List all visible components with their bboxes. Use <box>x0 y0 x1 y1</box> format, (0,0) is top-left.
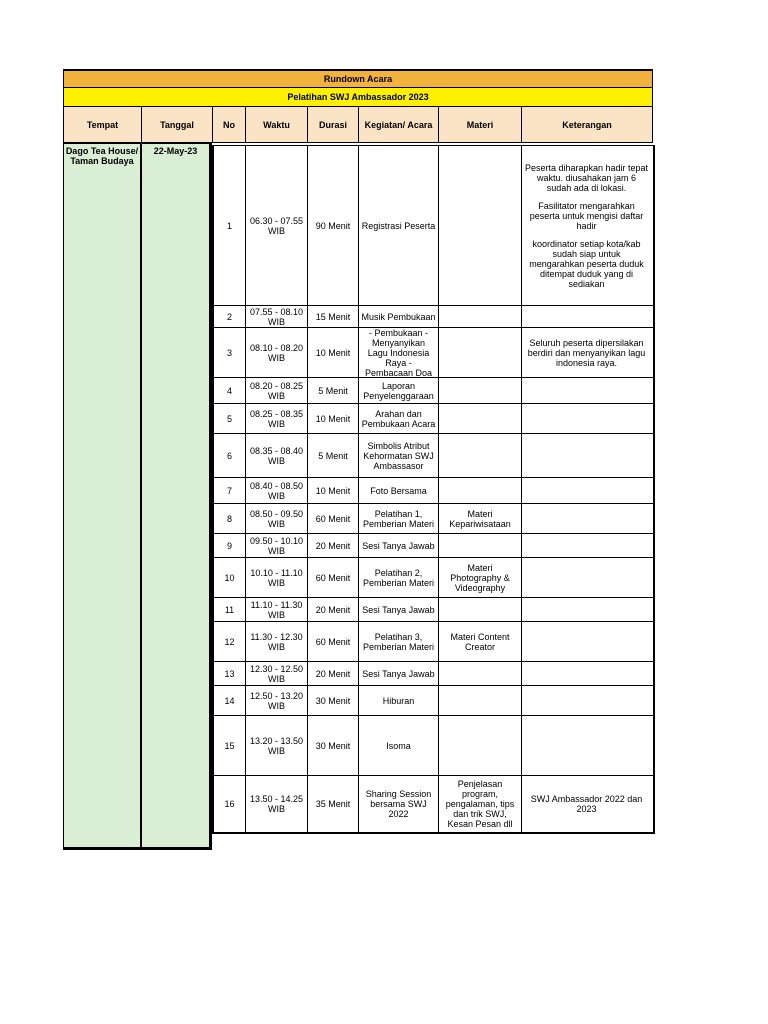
row-durasi: 10 Menit <box>307 328 358 377</box>
row-no: 10 <box>212 558 245 597</box>
row-kegiatan: - Pembukaan - Menyanyikan Lagu Indonesia Raya - Pembacaan Doa <box>358 328 438 377</box>
header-tanggal: Tanggal <box>142 107 213 142</box>
table-row <box>212 598 653 622</box>
row-materi <box>438 378 521 403</box>
row-kegiatan: Pelatihan 3, Pemberian Materi <box>358 622 438 661</box>
row-durasi: 30 Menit <box>307 686 358 715</box>
header-row <box>63 106 653 143</box>
row-materi <box>438 404 521 433</box>
row-kegiatan: Simbolis Atribut Kehormatan SWJ Ambassasor <box>358 434 438 477</box>
row-waktu: 07.55 - 08.10 WIB <box>245 306 307 327</box>
row-materi <box>438 716 521 775</box>
table-row <box>212 146 653 306</box>
row-materi <box>438 478 521 503</box>
table-row <box>212 306 653 328</box>
row-keterangan <box>521 686 651 715</box>
row-no: 8 <box>212 504 245 533</box>
row-waktu: 09.50 - 10.10 WIB <box>245 534 307 557</box>
row-waktu: 08.10 - 08.20 WIB <box>245 328 307 377</box>
row-durasi: 60 Menit <box>307 504 358 533</box>
row-keterangan <box>521 504 651 533</box>
row-keterangan <box>521 378 651 403</box>
tempat-cell: Dago Tea House/ Taman Budaya <box>63 143 141 850</box>
sheet-title: Rundown Acara <box>63 69 653 87</box>
row-keterangan <box>521 434 651 477</box>
row-durasi: 10 Menit <box>307 478 358 503</box>
row-materi <box>438 306 521 327</box>
row-materi <box>438 686 521 715</box>
row-no: 12 <box>212 622 245 661</box>
row-waktu: 06.30 - 07.55 WIB <box>245 146 307 305</box>
row-kegiatan: Pelatihan 2, Pemberian Materi <box>358 558 438 597</box>
row-kegiatan: Sesi Tanya Jawab <box>358 534 438 557</box>
header-tempat: Tempat <box>64 107 142 142</box>
table-row <box>212 434 653 478</box>
table-row <box>212 404 653 434</box>
row-waktu: 10.10 - 11.10 WIB <box>245 558 307 597</box>
row-keterangan <box>521 598 651 621</box>
row-materi <box>438 434 521 477</box>
keterangan-line: Seluruh peserta dipersilakan berdiri dan menyanyikan lagu indonesia raya. <box>527 337 646 368</box>
row-keterangan <box>521 716 651 775</box>
row-keterangan <box>521 328 651 377</box>
table-row <box>212 328 653 378</box>
row-keterangan <box>521 622 651 661</box>
header-kegiatan: Kegiatan/ Acara <box>359 107 439 142</box>
row-durasi: 60 Menit <box>307 622 358 661</box>
row-durasi: 60 Menit <box>307 558 358 597</box>
table-row <box>212 478 653 504</box>
row-durasi: 15 Menit <box>307 306 358 327</box>
row-durasi: 90 Menit <box>307 146 358 305</box>
table-row <box>212 776 653 834</box>
header-durasi: Durasi <box>308 107 359 142</box>
row-materi <box>438 534 521 557</box>
row-keterangan <box>521 478 651 503</box>
row-materi <box>438 146 521 305</box>
row-no: 2 <box>212 306 245 327</box>
row-materi: Materi Kepariwisataan <box>438 504 521 533</box>
row-no: 3 <box>212 328 245 377</box>
sheet-subtitle: Pelatihan SWJ Ambassador 2023 <box>63 87 653 106</box>
row-durasi: 5 Menit <box>307 434 358 477</box>
row-kegiatan: Isoma <box>358 716 438 775</box>
table-body <box>63 143 653 854</box>
row-kegiatan: Laporan Penyelenggaraan <box>358 378 438 403</box>
row-no: 4 <box>212 378 245 403</box>
row-no: 9 <box>212 534 245 557</box>
row-waktu: 11.30 - 12.30 WIB <box>245 622 307 661</box>
row-waktu: 08.25 - 08.35 WIB <box>245 404 307 433</box>
row-no: 5 <box>212 404 245 433</box>
row-kegiatan: Musik Pembukaan <box>358 306 438 327</box>
row-kegiatan: Hiburan <box>358 686 438 715</box>
row-waktu: 12.30 - 12.50 WIB <box>245 662 307 685</box>
table-row <box>212 558 653 598</box>
row-materi: Materi Photography & Videography <box>438 558 521 597</box>
row-no: 16 <box>212 776 245 832</box>
row-waktu: 08.40 - 08.50 WIB <box>245 478 307 503</box>
table-row <box>212 662 653 686</box>
row-keterangan <box>521 404 651 433</box>
row-kegiatan: Sharing Session bersama SWJ 2022 <box>358 776 438 832</box>
row-waktu: 13.20 - 13.50 WIB <box>245 716 307 775</box>
rundown-sheet <box>63 69 653 854</box>
tanggal-cell: 22-May-23 <box>141 143 212 850</box>
row-materi <box>438 598 521 621</box>
header-no: No <box>213 107 246 142</box>
row-durasi: 35 Menit <box>307 776 358 832</box>
row-kegiatan: Registrasi Peserta <box>358 146 438 305</box>
row-no: 15 <box>212 716 245 775</box>
table-row <box>212 534 653 558</box>
row-kegiatan: Sesi Tanya Jawab <box>358 598 438 621</box>
row-waktu: 12.50 - 13.20 WIB <box>245 686 307 715</box>
row-materi: Penjelasan program, pengalaman, tips dan trik SWJ, Kesan Pesan dll <box>438 776 521 832</box>
row-no: 13 <box>212 662 245 685</box>
table-row <box>212 622 653 662</box>
keterangan-line: koordinator setiap kota/kab sudah siap untuk mengarahkan peserta duduk ditempat duduk yang di sediakan <box>529 238 644 289</box>
row-kegiatan: Arahan dan Pembukaan Acara <box>358 404 438 433</box>
table-row <box>212 378 653 404</box>
row-durasi: 30 Menit <box>307 716 358 775</box>
table-row <box>212 686 653 716</box>
row-waktu: 08.20 - 08.25 WIB <box>245 378 307 403</box>
row-waktu: 13.50 - 14.25 WIB <box>245 776 307 832</box>
row-durasi: 20 Menit <box>307 598 358 621</box>
row-keterangan <box>521 776 651 832</box>
schedule-grid <box>212 145 655 834</box>
row-materi: Materi Content Creator <box>438 622 521 661</box>
row-keterangan <box>521 146 651 305</box>
table-row <box>212 716 653 776</box>
keterangan-line: Peserta diharapkan hadir tepat waktu. diusahakan jam 6 sudah ada di lokasi. <box>524 162 649 193</box>
row-no: 1 <box>212 146 245 305</box>
row-no: 11 <box>212 598 245 621</box>
row-keterangan <box>521 306 651 327</box>
row-waktu: 08.35 - 08.40 WIB <box>245 434 307 477</box>
row-durasi: 20 Menit <box>307 534 358 557</box>
row-keterangan <box>521 558 651 597</box>
header-waktu: Waktu <box>246 107 308 142</box>
row-durasi: 5 Menit <box>307 378 358 403</box>
row-materi <box>438 328 521 377</box>
row-waktu: 08.50 - 09.50 WIB <box>245 504 307 533</box>
header-materi: Materi <box>439 107 522 142</box>
row-kegiatan: Sesi Tanya Jawab <box>358 662 438 685</box>
row-kegiatan: Foto Bersama <box>358 478 438 503</box>
row-kegiatan: Pelatihan 1, Pemberian Materi <box>358 504 438 533</box>
row-no: 7 <box>212 478 245 503</box>
table-row <box>212 504 653 534</box>
row-no: 14 <box>212 686 245 715</box>
row-keterangan <box>521 662 651 685</box>
row-keterangan <box>521 534 651 557</box>
row-durasi: 10 Menit <box>307 404 358 433</box>
row-durasi: 20 Menit <box>307 662 358 685</box>
keterangan-line: Fasilitator mengarahkan peserta untuk mengisi daftar hadir <box>529 200 644 231</box>
row-waktu: 11.10 - 11.30 WIB <box>245 598 307 621</box>
row-materi <box>438 662 521 685</box>
header-keterangan: Keterangan <box>562 119 612 130</box>
keterangan-line: SWJ Ambassador 2022 dan 2023 <box>530 794 643 814</box>
row-no: 6 <box>212 434 245 477</box>
